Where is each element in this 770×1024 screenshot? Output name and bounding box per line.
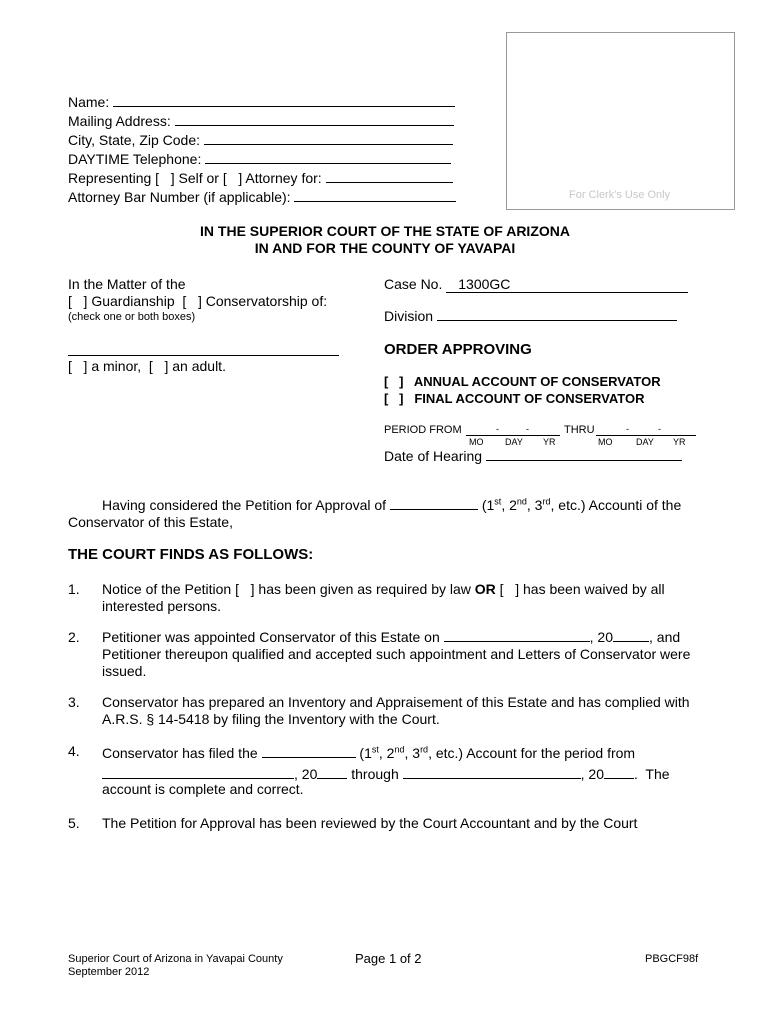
- court-title-line2: IN AND FOR THE COUNTY OF YAVAPAI: [254, 240, 516, 256]
- case-number-label: Case No.: [384, 276, 443, 292]
- intro-ordinal: [482, 497, 681, 513]
- bar-label: Attorney Bar Number (if applicable):: [68, 189, 291, 205]
- final-account-option[interactable]: [ ] FINAL ACCOUNT OF CONSERVATOR: [384, 391, 645, 406]
- from-yr-label: YR: [543, 437, 556, 447]
- hearing-input[interactable]: [486, 448, 682, 461]
- account-ordinal-input[interactable]: [262, 745, 356, 758]
- period-from-input[interactable]: [466, 424, 560, 436]
- division-field: [384, 308, 677, 324]
- item-1-or: OR: [474, 581, 496, 597]
- item-4-2: , 2: [378, 745, 395, 761]
- hearing-field: [384, 448, 682, 464]
- from-mo-label: MO: [469, 437, 484, 447]
- intro-line2: Conservator of this Estate,: [68, 514, 233, 530]
- thru-day-label: DAY: [636, 437, 654, 447]
- item-2-part-d: Petitioner thereupon qualified and accepted such appointment and Letters of Conservator were: [102, 646, 691, 662]
- item-3-number: 3.: [68, 694, 80, 710]
- period-end-year-input[interactable]: [604, 766, 634, 779]
- ordinal-3: , 3: [526, 497, 543, 513]
- period-from-label: PERIOD FROM: [384, 424, 462, 436]
- period-start-year-input[interactable]: [317, 766, 347, 779]
- phone-label: DAYTIME Telephone:: [68, 151, 202, 167]
- name-field: [68, 94, 455, 110]
- ordinal-st: st: [494, 496, 502, 507]
- mailing-input[interactable]: [175, 113, 454, 126]
- period-from-dash1: -: [496, 424, 499, 434]
- appointment-date-input[interactable]: [444, 629, 590, 642]
- case-number-field: [384, 276, 688, 293]
- division-label: Division: [384, 308, 434, 324]
- ordinal-nd: nd: [516, 496, 527, 507]
- item-2-number: 2.: [68, 629, 80, 645]
- item-4-part-a: Conservator has filed the: [102, 745, 258, 761]
- item-4-number: 4.: [68, 743, 80, 759]
- item-2-part-b: , 20: [589, 629, 613, 645]
- city-input[interactable]: [204, 132, 453, 145]
- name-label: Name:: [68, 94, 110, 110]
- ordinal-rd: rd: [542, 496, 551, 507]
- period-start-input[interactable]: [102, 766, 294, 779]
- hearing-label: Date of Hearing: [384, 448, 483, 464]
- bar-input[interactable]: [294, 189, 456, 202]
- from-day-label: DAY: [505, 437, 523, 447]
- name-input[interactable]: [113, 94, 455, 107]
- item-1-number: 1.: [68, 581, 80, 597]
- item-4-st: st: [371, 744, 379, 755]
- period-from-dash2: -: [526, 424, 529, 434]
- item-4-part-f: , 20: [580, 766, 604, 782]
- period-thru-dash1: -: [626, 424, 629, 434]
- account-number-input[interactable]: [390, 497, 478, 510]
- period-thru-dash2: -: [658, 424, 661, 434]
- item-3-part-b: A.R.S. § 14-5418 by filing the Inventory with the Court.: [102, 711, 440, 727]
- matter-line1: In the Matter of the: [68, 276, 186, 292]
- clerk-use-label: For Clerk's Use Only: [569, 189, 671, 201]
- period-thru-input[interactable]: [596, 424, 696, 436]
- phone-field: [68, 151, 451, 167]
- order-title: ORDER APPROVING: [384, 341, 532, 358]
- item-4-text: [102, 743, 702, 785]
- item-1-part-b: [ ] has been waived by all: [495, 581, 665, 597]
- clerk-use-box: [506, 32, 735, 210]
- period-end-input[interactable]: [403, 766, 581, 779]
- phone-input[interactable]: [205, 151, 451, 164]
- matter-line2: [ ] Guardianship [ ] Conservatorship of:: [68, 293, 328, 309]
- representing-label: Representing [ ] Self or [ ] Attorney for:: [68, 170, 322, 186]
- case-number-text: 1300GC: [458, 276, 511, 292]
- footer-left-line1: Superior Court of Arizona in Yavapai County: [68, 953, 283, 965]
- item-2-part-e: issued.: [102, 663, 147, 679]
- item-2-part-a: Petitioner was appointed Conservator of this Estate on: [102, 629, 440, 645]
- thru-label: THRU: [564, 424, 595, 436]
- item-2-text: [102, 629, 702, 680]
- intro-paragraph: [102, 497, 681, 513]
- ordinal-2: , 2: [501, 497, 517, 513]
- thru-yr-label: YR: [673, 437, 686, 447]
- city-field: [68, 132, 453, 148]
- case-number-value[interactable]: [446, 276, 688, 293]
- item-3-part-a: Conservator has prepared an Inventory and Appraisement of this Estate and has complied with: [102, 694, 690, 710]
- footer-left-line2: September 2012: [68, 966, 150, 978]
- item-4-part-d: , 20: [294, 766, 318, 782]
- item-4-3: , 3: [404, 745, 421, 761]
- item-4-nd: nd: [394, 744, 405, 755]
- item-4-ordinal-open: (1: [359, 745, 372, 761]
- item-4-ordinal: [359, 745, 635, 761]
- representing-field: [68, 170, 453, 186]
- ordinal-close: , etc.) Accounti of the: [550, 497, 682, 513]
- item-4-rd: rd: [420, 744, 429, 755]
- footer-form-code: PBGCF98f: [645, 953, 699, 965]
- court-title-line1: IN THE SUPERIOR COURT OF THE STATE OF ARIZONA: [200, 223, 570, 239]
- period-row: [384, 424, 462, 436]
- ordinal-open: (1: [481, 497, 495, 513]
- item-5-number: 5.: [68, 815, 80, 831]
- footer-page-number: Page 1 of 2: [355, 951, 422, 966]
- item-2-part-c: , and: [649, 629, 681, 645]
- item-4-last-line: account is complete and correct.: [102, 781, 304, 797]
- annual-account-option[interactable]: [ ] ANNUAL ACCOUNT OF CONSERVATOR: [384, 374, 661, 389]
- matter-note: (check one or both boxes): [68, 311, 196, 323]
- minor-adult-line: [ ] a minor, [ ] an adult.: [68, 358, 226, 374]
- item-3-text: [102, 694, 702, 728]
- intro-text: Having considered the Petition for Approval of: [102, 497, 387, 513]
- item-1-part-a: Notice of the Petition [ ] has been given as required by law: [102, 581, 475, 597]
- item-5-text: The Petition for Approval has been reviewed by the Court Accountant and by the Court: [102, 815, 638, 831]
- mailing-label: Mailing Address:: [68, 113, 171, 129]
- item-4-part-g: . The: [633, 766, 670, 782]
- thru-mo-label: MO: [598, 437, 613, 447]
- item-1-part-c: interested persons.: [102, 598, 222, 614]
- appointment-year-input[interactable]: [613, 629, 649, 642]
- item-1-text: [102, 581, 702, 615]
- mailing-field: [68, 113, 454, 129]
- item-4-part-e: through: [347, 766, 399, 782]
- representing-input[interactable]: [326, 170, 453, 183]
- findings-title: THE COURT FINDS AS FOLLOWS:: [68, 546, 314, 563]
- ward-name-line[interactable]: [68, 355, 339, 356]
- bar-field: [68, 189, 456, 205]
- city-label: City, State, Zip Code:: [68, 132, 201, 148]
- item-4-part-c: , etc.) Account for the period from: [428, 745, 636, 761]
- division-input[interactable]: [437, 308, 677, 321]
